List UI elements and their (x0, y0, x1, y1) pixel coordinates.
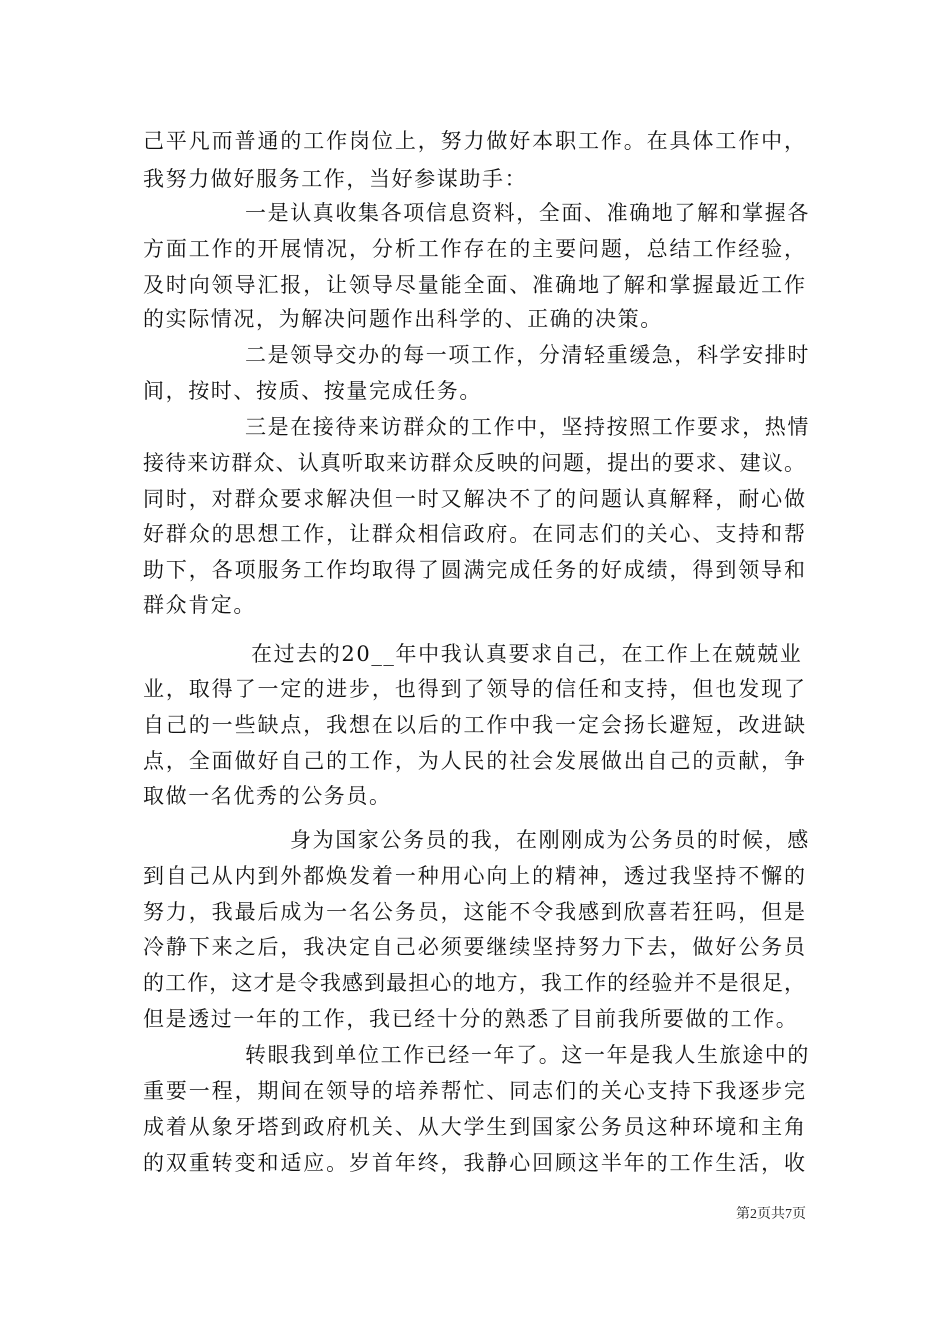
text-line: 自己的一些缺点，我想在以后的工作中我一定会扬长避短，改进缺 (143, 713, 805, 737)
text-line: 成着从象牙塔到政府机关、从大学生到国家公务员这种环境和主角 (143, 1115, 805, 1139)
text-line: 努力，我最后成为一名公务员，这能不令我感到欣喜若狂吗，但是 (143, 900, 805, 924)
text-line: 我努力做好服务工作，当好参谋助手： (143, 167, 528, 191)
text-line: 二是领导交办的每一项工作，分清轻重缓急，科学安排时 (245, 343, 810, 367)
text-line: 间，按时、按质、按量完成任务。 (143, 379, 482, 403)
text-line: 取做一名优秀的公务员。 (143, 784, 392, 808)
text-line: 三是在接待来访群众的工作中，坚持按照工作要求，热情 (245, 415, 810, 439)
text-line: 在过去的20__年中我认真要求自己，在工作上在兢兢业 (251, 642, 803, 666)
text-line: 群众肯定。 (143, 593, 256, 617)
text-line: 转眼我到单位工作已经一年了。这一年是我人生旅途中的 (245, 1043, 810, 1067)
text-line: 但是透过一年的工作，我已经十分的熟悉了目前我所要做的工作。 (143, 1007, 799, 1031)
text-line: 及时向领导汇报，让领导尽量能全面、准确地了解和掌握最近工作 (143, 273, 805, 297)
text-line: 接待来访群众、认真听取来访群众反映的问题，提出的要求、建议。 (143, 451, 805, 475)
text-line: 一是认真收集各项信息资料，全面、准确地了解和掌握各 (245, 201, 810, 225)
text-line: 同时，对群众要求解决但一时又解决不了的问题认真解释，耐心做 (143, 487, 805, 511)
text-line: 点，全面做好自己的工作，为人民的社会发展做出自己的贡献，争 (143, 749, 805, 773)
text-line: 的双重转变和适应。岁首年终，我静心回顾这半年的工作生活，收 (143, 1151, 805, 1175)
text-line: 的工作，这才是令我感到最担心的地方，我工作的经验并不是很足， (143, 971, 805, 995)
text-line: 好群众的思想工作，让群众相信政府。在同志们的关心、支持和帮 (143, 522, 805, 546)
text-line: 身为国家公务员的我，在刚刚成为公务员的时候，感 (290, 828, 810, 852)
text-line: 重要一程，期间在领导的培养帮忙、同志们的关心支持下我逐步完 (143, 1079, 805, 1103)
text-line: 己平凡而普通的工作岗位上，努力做好本职工作。在具体工作中， (143, 129, 805, 153)
text-line: 冷静下来之后，我决定自己必须要继续坚持努力下去，做好公务员 (143, 935, 805, 959)
text-line: 方面工作的开展情况，分析工作存在的主要问题，总结工作经验， (143, 237, 805, 261)
text-line: 的实际情况，为解决问题作出科学的、正确的决策。 (143, 307, 663, 331)
text-line: 助下，各项服务工作均取得了圆满完成任务的好成绩，得到领导和 (143, 558, 805, 582)
text-line: 业，取得了一定的进步，也得到了领导的信任和支持，但也发现了 (143, 677, 805, 701)
page-number-footer: 第2页共7页 (736, 1207, 806, 1222)
text-line: 到自己从内到外都焕发着一种用心向上的精神，透过我坚持不懈的 (143, 864, 805, 888)
